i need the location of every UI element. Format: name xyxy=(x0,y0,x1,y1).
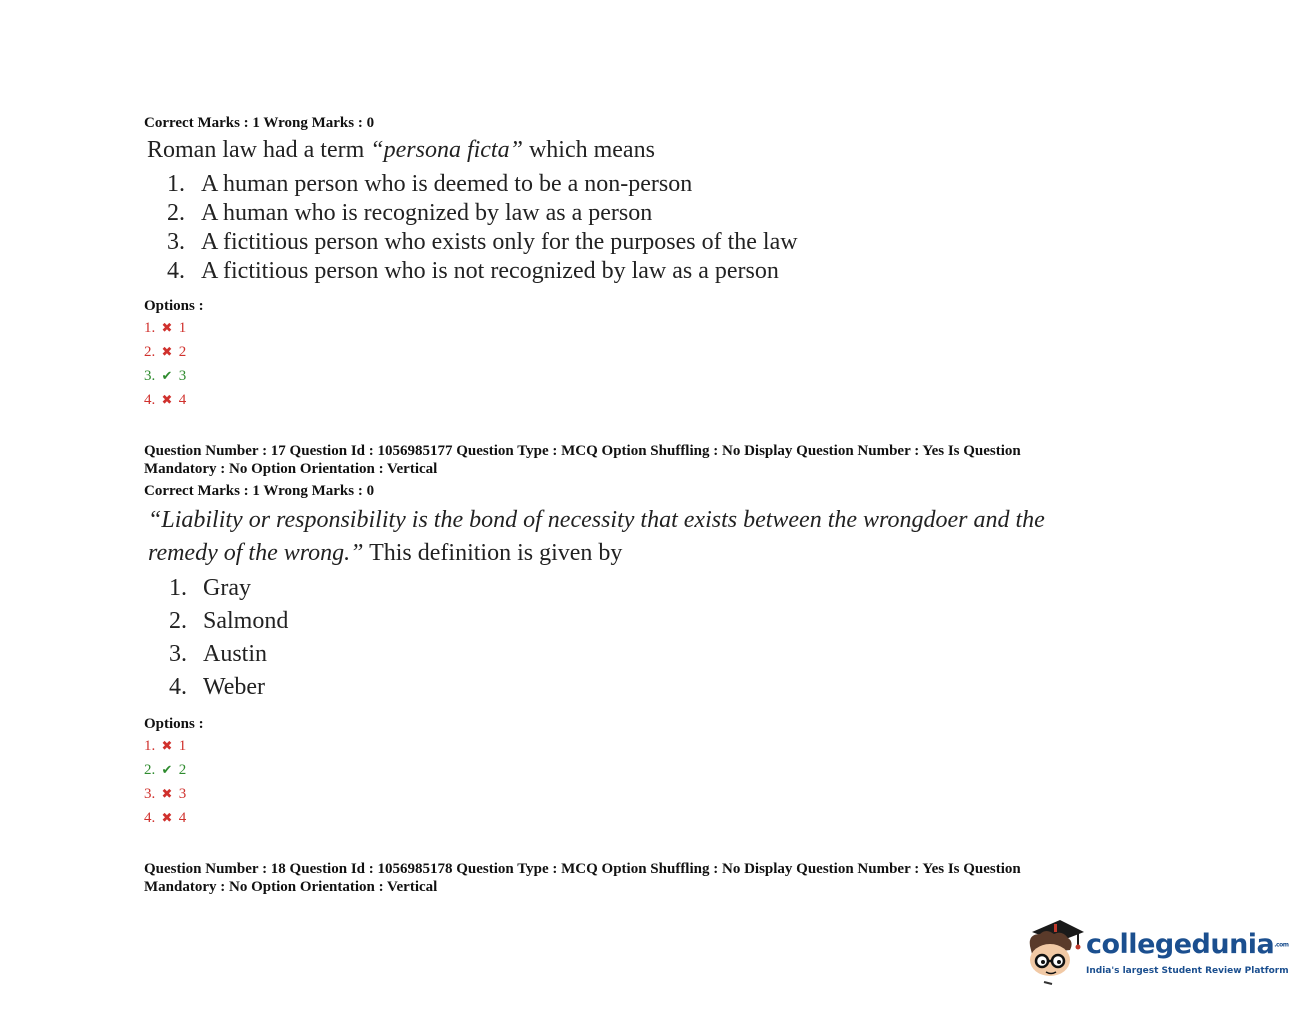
choice-item xyxy=(147,199,798,228)
cross-icon: ✖ xyxy=(161,738,173,753)
question-line-italic: remedy of the wrong.” xyxy=(148,540,364,566)
option-value: 4 xyxy=(178,392,187,408)
choice-number: 3. xyxy=(167,229,185,255)
question-text-post: which means xyxy=(522,137,655,163)
question-header-18 xyxy=(144,860,1021,896)
option-row xyxy=(144,316,186,340)
option-number: 2. xyxy=(144,344,156,360)
cross-icon: ✖ xyxy=(161,392,173,407)
choice-item xyxy=(147,257,798,286)
question-header-line: Mandatory : No Option Orientation : Vertical xyxy=(144,461,438,477)
option-number: 4. xyxy=(144,392,156,408)
choice-number: 2. xyxy=(167,200,185,226)
options-list-1 xyxy=(144,316,186,412)
mascot-icon xyxy=(1024,916,1086,984)
option-row xyxy=(144,806,186,830)
option-value: 1 xyxy=(178,738,187,754)
choice-text: A fictitious person who exists only for the purposes of the law xyxy=(201,229,798,255)
option-number: 4. xyxy=(144,810,156,826)
option-row xyxy=(144,758,186,782)
marks-line-1: Correct Marks : 1 Wrong Marks : 0 xyxy=(144,115,375,131)
cross-icon: ✖ xyxy=(161,344,173,359)
option-value: 3 xyxy=(178,786,187,802)
brand-name: collegedunia xyxy=(1086,929,1275,960)
choice-text: A human person who is deemed to be a non-person xyxy=(201,171,693,197)
option-number: 1. xyxy=(144,738,156,754)
check-icon: ✔ xyxy=(161,368,173,383)
question-header-line: Question Number : 18 Question Id : 1056985178 Question Type : MCQ Option Shuffling : No Display Question Number : Yes Is Question xyxy=(144,861,1021,877)
question-header-17 xyxy=(144,442,1021,478)
choice-item xyxy=(147,170,798,199)
choice-number: 1. xyxy=(169,575,187,601)
question-line xyxy=(148,537,1045,570)
brand-com: .com xyxy=(1274,941,1289,949)
option-number: 1. xyxy=(144,320,156,336)
collegedunia-logo xyxy=(1024,916,1289,986)
options-list-2 xyxy=(144,734,186,830)
question-header-line: Question Number : 17 Question Id : 1056985177 Question Type : MCQ Option Shuffling : No Display Question Number : Yes Is Question xyxy=(144,443,1021,459)
question-header-line: Mandatory : No Option Orientation : Vertical xyxy=(144,879,438,895)
choice-item xyxy=(149,572,288,605)
option-row xyxy=(144,782,186,806)
question-term: “persona ficta” xyxy=(370,137,523,163)
option-number: 2. xyxy=(144,762,156,778)
question-line: “Liability or responsibility is the bond of necessity that exists between the wrongdoer and the xyxy=(148,507,1045,533)
choice-number: 4. xyxy=(167,258,185,284)
option-row xyxy=(144,340,186,364)
choice-item xyxy=(149,671,288,704)
choice-item xyxy=(147,228,798,257)
options-label-2: Options : xyxy=(144,716,204,732)
question-text-16 xyxy=(147,134,655,167)
option-value: 2 xyxy=(178,344,187,360)
brand-tagline: India's largest Student Review Platform xyxy=(1086,966,1289,976)
choice-text: Austin xyxy=(203,641,268,667)
option-value: 3 xyxy=(178,368,187,384)
options-label-1: Options : xyxy=(144,298,204,314)
choice-number: 2. xyxy=(169,608,187,634)
choice-text: A human who is recognized by law as a person xyxy=(201,200,653,226)
choice-text: Salmond xyxy=(203,608,289,634)
question-text-pre: Roman law had a term xyxy=(147,137,371,163)
option-value: 2 xyxy=(178,762,187,778)
choice-item xyxy=(149,638,288,671)
cross-icon: ✖ xyxy=(161,320,173,335)
choice-list-17 xyxy=(149,572,288,704)
marks-line-2: Correct Marks : 1 Wrong Marks : 0 xyxy=(144,483,375,499)
option-row xyxy=(144,734,186,758)
option-value: 1 xyxy=(178,320,187,336)
choice-item xyxy=(149,605,288,638)
choice-list-16 xyxy=(147,170,798,286)
choice-number: 1. xyxy=(167,171,185,197)
option-row xyxy=(144,364,186,388)
choice-text: Gray xyxy=(203,575,251,601)
option-value: 4 xyxy=(178,810,187,826)
choice-text: Weber xyxy=(203,674,266,700)
question-line-rest: This definition is given by xyxy=(363,540,623,566)
choice-text: A fictitious person who is not recognized by law as a person xyxy=(201,258,779,284)
cross-icon: ✖ xyxy=(161,786,173,801)
question-text-17 xyxy=(148,504,1045,570)
option-number: 3. xyxy=(144,786,156,802)
option-row xyxy=(144,388,186,412)
choice-number: 3. xyxy=(169,641,187,667)
check-icon: ✔ xyxy=(161,762,173,777)
choice-number: 4. xyxy=(169,674,187,700)
option-number: 3. xyxy=(144,368,156,384)
cross-icon: ✖ xyxy=(161,810,173,825)
